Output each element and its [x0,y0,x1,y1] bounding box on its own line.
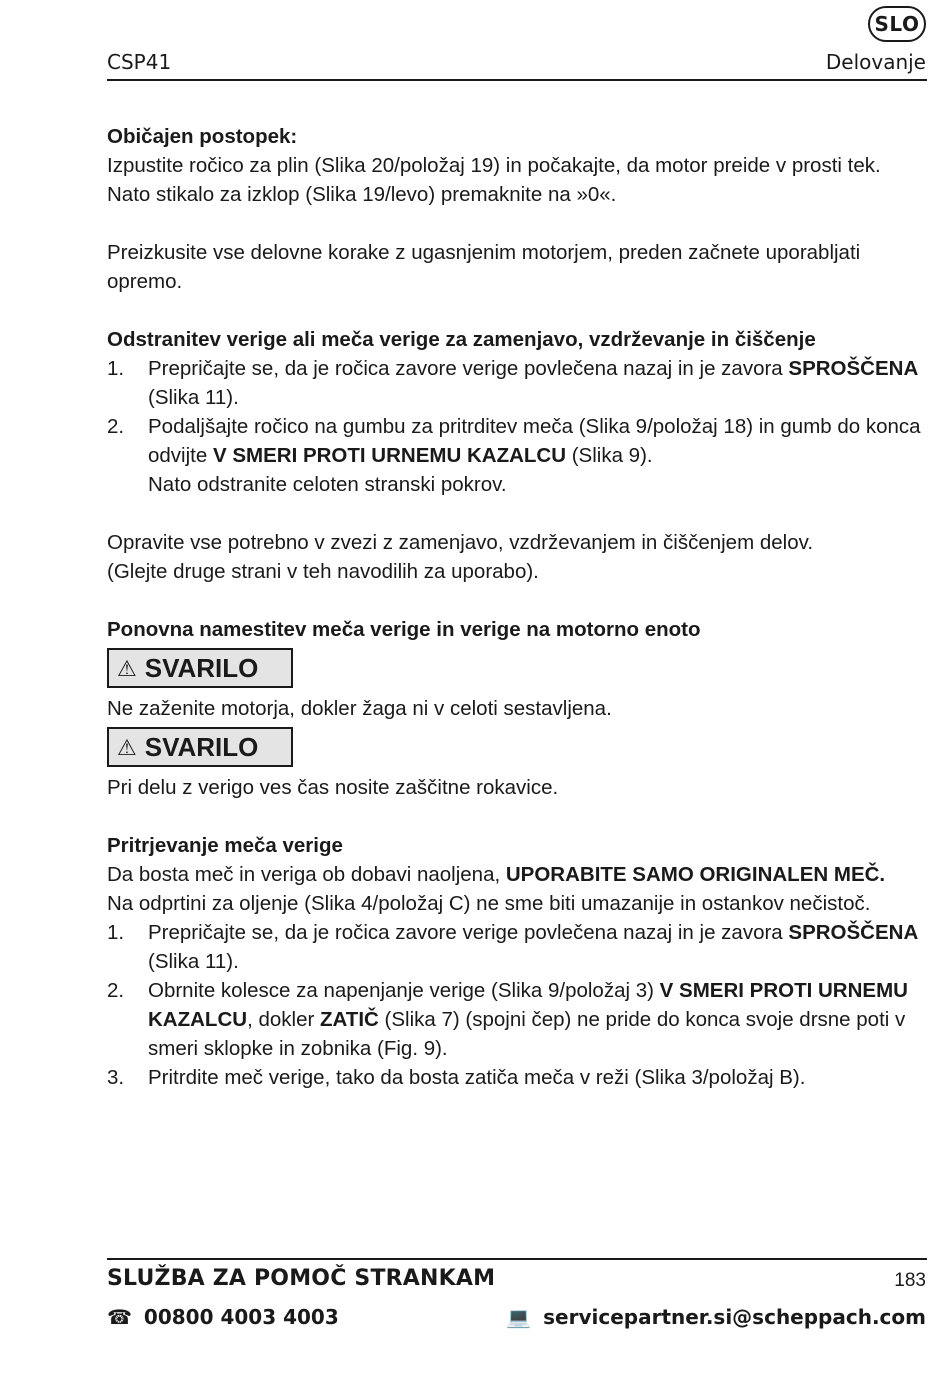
paragraph: Izpustite ročico za plin (Slika 20/položaj 19) in počakajte, da motor preide v prosti tek. Nato stikalo za izklop (Slika 19/levo) premaknite na »0«. [107,154,881,206]
list-text: Prepričajte se, da je ročica zavore verige povlečena nazaj in je zavora SPROŠČENA (Slika 11). [148,357,919,409]
list-text: Obrnite kolesce za napenjanje verige (Slika 9/položaj 3) V SMERI PROTI URNEMU KAZALCU, dokler ZATIČ (Slika 7) (spojni čep) ne pride do konca svoje drsne poti v smeri sklopke in zobnika (Fig. 9). [148,979,908,1060]
email-address: servicepartner.si@scheppach.com [543,1305,926,1329]
paragraph: (Glejte druge strani v teh navodilih za uporabo). [107,560,539,583]
list-item [107,412,927,499]
section-heading-bar-mounting: Pritrjevanje meča verige [107,834,343,857]
list-number: 2. [107,979,125,1002]
warning-triangle-icon: ⚠ [117,655,137,681]
footer-email [506,1305,926,1329]
model-name: CSP41 [107,50,172,74]
list-number: 1. [107,921,125,944]
warning-triangle-icon: ⚠ [117,734,137,760]
section-heading-chain-removal: Odstranitev verige ali meča verige za zamenjavo, vzdrževanje in čiščenje [107,328,816,351]
section-title: Delovanje [825,50,926,74]
page-number: 183 [894,1270,926,1291]
warning-box [107,727,293,767]
section-heading-normal-procedure: Običajen postopek: [107,125,298,148]
footer-divider [107,1258,927,1260]
warning-text: Ne zaženite motorja, dokler žaga ni v celoti sestavljena. [107,697,612,720]
list-number: 2. [107,415,125,438]
page-content [107,122,927,1092]
warning-text: Pri delu z verigo ves čas nosite zaščitne rokavice. [107,776,559,799]
section-heading-reinstallation: Ponovna namestitev meča verige in verige na motorno enoto [107,618,701,641]
phone-number: 00800 4003 4003 [143,1305,339,1329]
computer-icon: 💻 [506,1305,532,1329]
list-item [107,1063,927,1092]
list-item [107,354,927,412]
list-item [107,976,927,1063]
list-text: Pritrdite meč verige, tako da bosta zatiča meča v reži (Slika 3/položaj B). [148,1066,806,1089]
warning-label: SVARILO [144,731,259,762]
footer-title: SLUŽBA ZA POMOČ STRANKAM [107,1266,496,1291]
phone-icon: ☎ [107,1305,132,1329]
list-item [107,918,927,976]
list-number: 1. [107,357,125,380]
footer-phone [107,1305,339,1329]
paragraph: Preizkusite vse delovne korake z ugasnjenim motorjem, preden začnete uporabljati opremo. [107,241,861,293]
paragraph: Opravite vse potrebno v zvezi z zamenjavo, vzdrževanjem in čiščenjem delov. [107,531,814,554]
list-text: Prepričajte se, da je ročica zavore verige povlečena nazaj in je zavora SPROŠČENA (Slika 11). [148,921,919,973]
warning-label: SVARILO [144,652,259,683]
list-number: 3. [107,1066,125,1089]
header-divider [107,79,927,81]
list-text: Podaljšajte ročico na gumbu za pritrditev meča (Slika 9/položaj 18) in gumb do konca odvijte V SMERI PROTI URNEMU KAZALCU (Slika 9). Nato odstranite celoten stranski pokrov. [148,415,921,496]
warning-box [107,648,293,688]
paragraph: Na odprtini za oljenje (Slika 4/položaj C) ne sme biti umazanije in ostankov nečistoč. [107,892,871,915]
paragraph: Da bosta meč in veriga ob dobavi naoljena, UPORABITE SAMO ORIGINALEN MEČ. [107,863,886,886]
language-badge: SLO [868,6,926,42]
